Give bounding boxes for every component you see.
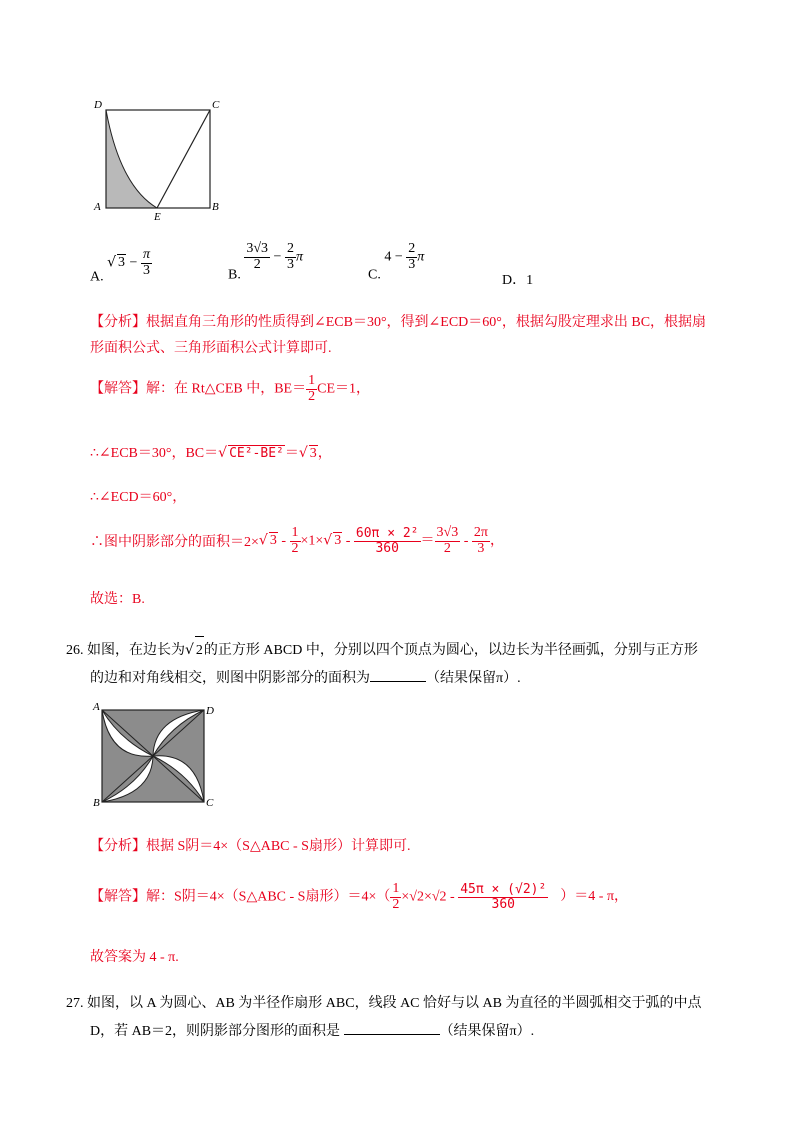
sqrt-sign: √	[185, 642, 194, 658]
text: ，	[489, 533, 504, 549]
shaded-region	[106, 110, 157, 208]
q26-solution-line2	[90, 946, 179, 966]
frac-den: 2	[291, 540, 299, 556]
option-b-frac1	[244, 242, 270, 272]
text: 【分析】根据 S阴＝4×（S△ABC - S扇形）计算即可.	[90, 839, 411, 854]
option-a-sqrt: 3	[118, 255, 126, 271]
frac-den: 2	[308, 388, 316, 404]
sqrt-sign: √	[298, 445, 308, 461]
text: 如图，以 A 为圆心、AB 为半径作扇形 ABC，线段 AC 恰好与以 AB 为直径的半圆弧相交于弧的中点	[87, 996, 702, 1011]
text: 【解答】解：S阴＝4×（S△ABC - S扇形）＝4×（	[90, 889, 391, 905]
option-c-minus: −	[394, 249, 403, 265]
frac-den: 2	[244, 257, 270, 273]
radicand: CE²-BE²	[229, 446, 284, 461]
label-c: C	[206, 797, 214, 809]
text: 的边和对角线相交，则图中阴影部分的面积为	[90, 671, 370, 686]
sqrt-sign: √	[107, 254, 117, 271]
text: ＝	[284, 446, 299, 461]
option-a-label: A.	[90, 269, 104, 285]
text: 故答案为 4 - π.	[90, 950, 179, 965]
segment-ce	[157, 110, 210, 208]
q27-line1	[66, 990, 756, 1018]
text: ×√2×√2 -	[401, 889, 459, 905]
text: ×1×	[300, 533, 324, 549]
answer-blank[interactable]	[370, 681, 426, 682]
frac-num: 3√3	[436, 525, 459, 540]
q26-line1	[66, 636, 746, 665]
frac-num: 60π × 2²	[355, 526, 419, 542]
text: D，若 AB＝2，则阴影部分图形的面积是	[90, 1024, 341, 1039]
frac-den: 3	[286, 256, 294, 272]
text: ∴∠ECD＝60°，	[90, 490, 187, 505]
label-b: B	[93, 797, 100, 809]
frac-half	[390, 882, 401, 912]
radicand: 3	[269, 533, 277, 549]
text: -	[342, 533, 354, 549]
label-d: D	[206, 705, 214, 717]
option-b-pi: π	[295, 249, 303, 265]
frac-num: 45π × (√2)²	[460, 882, 547, 898]
question-number: 26.	[66, 643, 84, 658]
option-b-minus: −	[273, 249, 282, 265]
option-d	[502, 269, 533, 289]
frac-num: π	[142, 247, 150, 262]
frac-den: 360	[354, 541, 421, 556]
q26-analysis	[90, 835, 410, 855]
q26-line2	[66, 665, 746, 693]
frac-den: 360	[458, 897, 548, 912]
text: ∴图中阴影部分的面积＝2×	[90, 535, 259, 551]
text: 的正方形 ABCD 中，分别以四个顶点为圆心，以边长为半径画弧，分别与正方形	[203, 643, 698, 658]
frac-num: 2	[408, 241, 416, 256]
sqrt-sign: √	[323, 532, 333, 549]
q25-analysis-line2: 形面积公式、三角形面积公式计算即可.	[90, 341, 332, 356]
figure-square-sector	[90, 96, 230, 221]
frac-half	[290, 526, 301, 556]
frac-den: 2	[392, 896, 400, 912]
frac-sector	[458, 883, 548, 911]
option-b	[228, 242, 303, 283]
figure-pinwheel-square	[90, 700, 220, 810]
frac-num: 2	[286, 241, 294, 256]
q25-solution-line2	[90, 442, 332, 462]
q25-solution-line1	[90, 374, 370, 404]
frac-den: 3	[141, 263, 152, 279]
option-c	[368, 242, 424, 283]
frac-num: 1	[392, 881, 400, 896]
frac-num: 3√3	[246, 241, 269, 256]
text: （结果保留π）.	[439, 1024, 535, 1039]
text: （结果保留π）.	[426, 671, 521, 686]
option-a-minus: −	[129, 255, 138, 271]
q26-question	[66, 636, 746, 693]
option-c-four: 4	[384, 249, 392, 265]
option-b-label: B.	[228, 267, 241, 283]
option-c-frac	[406, 242, 417, 272]
text: 故选：B.	[90, 592, 145, 607]
text: 如图，在边长为	[87, 643, 185, 658]
q25-solution-line3	[90, 486, 186, 506]
option-b-frac2	[285, 242, 296, 272]
sqrt-sign: √	[218, 445, 228, 461]
label-e: E	[154, 211, 161, 221]
q25-analysis-line1: 【分析】根据直角三角形的性质得到∠ECB＝30°，得到∠ECD＝60°，根据勾股定理求出 BC，根据扇	[90, 315, 707, 330]
label-d: D	[94, 99, 102, 111]
q25-solution-line4	[90, 526, 504, 556]
text: -	[460, 533, 472, 549]
frac-num: 2π	[473, 525, 488, 540]
label-a: A	[93, 701, 100, 713]
q25-solution-line5	[90, 588, 145, 608]
text: ∴∠ECB＝30°，BC＝	[90, 446, 219, 461]
text: 【解答】解：在 Rt△CEB 中，BE＝	[90, 381, 307, 397]
sqrt-sign: √	[258, 532, 268, 549]
frac-den: 3	[408, 256, 416, 272]
label-b: B	[212, 201, 219, 213]
question-number: 27.	[66, 996, 84, 1011]
label-a: A	[94, 201, 101, 213]
option-c-pi: π	[417, 249, 425, 265]
answer-blank[interactable]	[344, 1034, 440, 1035]
frac-result2	[472, 526, 490, 556]
frac-half	[306, 374, 317, 404]
option-a	[90, 248, 152, 285]
text: CE＝1，	[317, 381, 371, 397]
text: -	[277, 533, 290, 549]
text: ＝	[420, 533, 435, 549]
radicand: 3	[309, 446, 317, 461]
option-d-label: D．1	[502, 273, 534, 288]
option-a-frac	[141, 248, 152, 278]
frac-sector	[354, 527, 421, 555]
q27-line2	[66, 1018, 756, 1046]
label-c: C	[212, 99, 220, 111]
q25-analysis	[90, 310, 730, 362]
frac-den: 3	[472, 541, 490, 557]
frac-den: 2	[435, 541, 461, 557]
frac-result1	[435, 526, 461, 556]
option-c-label: C.	[368, 267, 381, 283]
text: ，	[317, 446, 332, 461]
q26-solution-line1	[90, 882, 628, 912]
frac-num: 1	[291, 525, 299, 540]
radicand: 3	[334, 533, 342, 549]
frac-num: 1	[308, 373, 316, 388]
q27-question	[66, 990, 756, 1046]
radicand: 2	[195, 636, 204, 665]
text: ）＝4 - π，	[560, 889, 629, 905]
